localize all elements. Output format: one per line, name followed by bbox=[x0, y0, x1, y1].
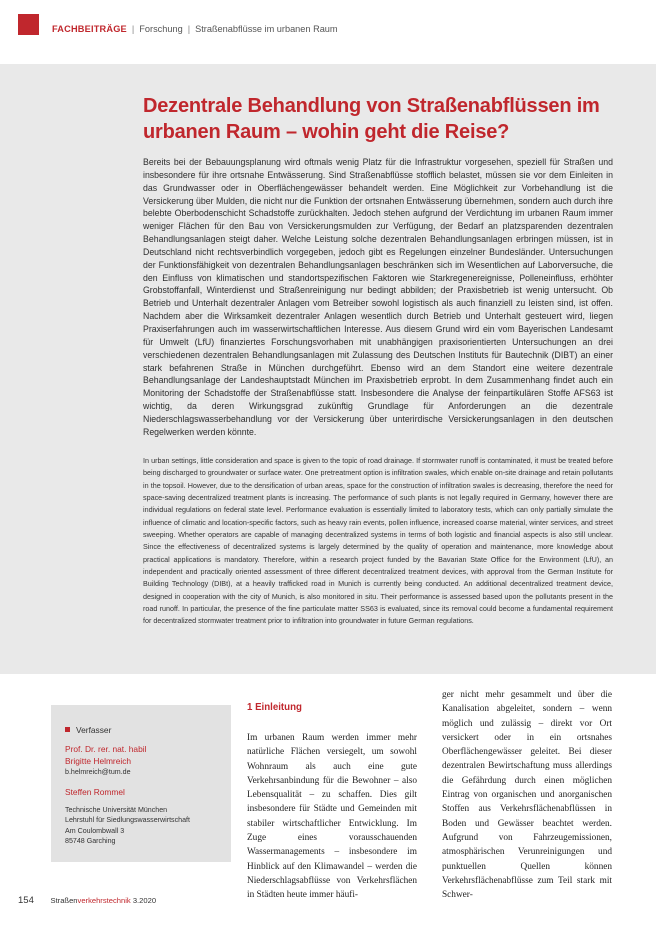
address-line: Am Coulombwall 3 bbox=[65, 826, 125, 835]
breadcrumb-separator: | bbox=[131, 24, 135, 34]
author1-title: Prof. Dr. rer. nat. habil bbox=[65, 744, 147, 754]
page-number: 154 bbox=[18, 895, 34, 906]
author-email: b.helmreich@tum.de bbox=[65, 768, 131, 776]
journal-name-part2: verkehrstechnik bbox=[77, 896, 131, 905]
breadcrumb-section: FACHBEITRÄGE bbox=[52, 24, 127, 34]
breadcrumb-separator: | bbox=[187, 24, 191, 34]
body-column-2: ger nicht mehr gesammelt und über die Kanalisation abgeleitet, sondern – wenn möglich und zulässig – direkt vor Ort versickert oder in ein ortsnahes Oberflächengewässer geleitet. Bei dieser dezentralen Bewirtschaftung muss allerdings die Gefährdung durch einen möglichen Eintrag von organischen und anorganischen Stoffen aus Verkehrsflächenabflüssen in Boden und Gewässer beachtet werden. Aufgrund von Fahrzeugemissionen, atmosphärischen Verunreinigungen und punktuellen Quellen können Verkehrsflächenabflüsse zum Teil stark mit Schwer- bbox=[442, 690, 612, 901]
author-heading-label: Verfasser bbox=[76, 725, 112, 735]
article-title: Dezentrale Behandlung von Straßenabflüssen im urbanen Raum – wohin geht die Reise? bbox=[143, 95, 600, 143]
body-column-1: Im urbanen Raum werden immer mehr natürliche Flächen versiegelt, um sowohl Wohnraum als auch eine gute Verkehrsanbindung für die Bewohner – also Lebensqualität – zu schaffen. Dies gilt insbesondere für Städte und Gemeinden mit stabiler wirtschaftlicher Entwicklung. Im Zuge eines vorausschauenden Wassermanagements – insbesondere im Hinblick auf den Klimawandel – werden die Niederschlagsabflüsse von Verkehrsflächen in Städten heute immer häufi- bbox=[247, 733, 417, 901]
abstract-english: In urban settings, little consideration and space is given to the topic of road drainage. If stormwater runoff is contaminated, it must be treated before being discharged to groundwater or surface water. One pretreatment option is infiltration swales, which enable on-site drainage and retain pollutants in the topsoil. However, due to the densification of urban areas, space for the construction of infiltration swales is decreasing, therefore the need for space-saving decentralized treatment plants is increasing. The performance of such plants is not legally required in Germany, however there are individual regulations on federal state level. Performance evaluation is essentially limited to laboratory tests, which can only partially simulate the influence of climatic and location-specific factors, such as heavy rain events, pollen influence, increased coarse material, winter services, and street sweeping. Whether operators are capable of managing decentralized systems in terms of both logistic and financial aspects is also still unclear. Since the effectiveness of decentralized systems is largely determined by the quality of operation and maintenance, more knowledge about practical applications is mandatory. Therefore, within a research project funded by the Bavarian State Office for the Environment (LfU), an independent and practically oriented assessment of three different decentralized treatment devices, with approval from the German Institute for Building Technology (DIBt), at a heavily trafficked road in Munich is currently being conducted. An additional decentralized treatment device, designed in cooperation with the city of Munich, is also monitored in situ. Their performance is assessed based upon the pollutants present in the road runoff. In particular, the presence of the fine particulate matter SS63 is evaluated, since its removal could become a fundamental requirement for decentralized stormwater treatment prior to infiltration into groundwater in future German regulations. bbox=[143, 456, 613, 626]
journal-name-part1: Straßen bbox=[50, 896, 78, 905]
breadcrumb-item-topic: Straßenabflüsse im urbanen Raum bbox=[195, 24, 338, 34]
institution-line: Technische Universität München bbox=[65, 806, 168, 814]
author1-name: Brigitte Helmreich bbox=[65, 756, 132, 766]
journal-name bbox=[51, 896, 157, 905]
section-heading-einleitung: 1 Einleitung bbox=[247, 702, 302, 713]
institution-line: Lehrstuhl für Siedlungswasserwirtschaft bbox=[65, 816, 190, 825]
breadcrumb bbox=[52, 24, 338, 34]
address-line: 85748 Garching bbox=[65, 837, 116, 846]
author-marker-square bbox=[65, 727, 70, 732]
author-box bbox=[51, 705, 231, 862]
breadcrumb-item-forschung: Forschung bbox=[139, 24, 183, 34]
author-box-heading bbox=[65, 725, 217, 735]
page-footer bbox=[18, 895, 156, 906]
section-marker-square bbox=[18, 14, 39, 35]
author2-name: Steffen Rommel bbox=[65, 787, 125, 797]
abstract-german: Bereits bei der Bebauungsplanung wird oftmals wenig Platz für die Infrastruktur vorgesehen, speziell für Straßen und insbesondere für ihre ortsnahe Entwässerung. Sind Straßenabflüsse stofflich belastet, müssen sie vor dem Einleiten in das Grundwasser oder in Oberflächengewässer behandelt werden. Eine Möglichkeit zur Vorbehandlung ist die Versickerung über Mulden, die nicht nur die Funktion der ortsnahen Entwässerung übernehmen, sondern auch durch ihre belebte Oberbodenschicht Schadstoffe zurückhalten. Jedoch stehen aufgrund der Verdichtung im urbanen Raum immer weniger Flächen für den Bau von Versickerungsmulden zur Verfügung, der Bedarf an platzsparenden dezentralen Behandlungsanlagen steigt daher. Welche Leistung solche dezentralen Behandlungsanlagen erbringen müssen, ist in Deutschland nicht rechtsverbindlich vorgegeben, jedoch gibt es Regelungen einzelner Bundesländer. Untersuchungen der Funktionsfähigkeit von dezentralen Behandlungsanlagen beschränken sich im Wesentlichen auf Laborversuche, die den Einfluss von klimatischen und standortspezifischen Faktoren wie Starkregenereignisse, Polleneinfluss, erhöhter Grobstoffanfall, Winterdienst und Straßenreinigung nur bedingt abbilden; der Praxisbetrieb ist wenig untersucht. Ob Betrieb und Unterhalt dezentraler Anlagen vom Betreiber sowohl logistisch als auch finanziell zu leisten sind, ist offen. Nachdem aber die Wirksamkeit dezentraler Anlagen wesentlich durch Betrieb und Unterhalt gesteuert wird, liegen Praxiserfahrungen auch im wasserwirtschaftlichen Interesse. Aus diesem Grund wird ein vom Bayerischen Landesamt für Umwelt (LfU) finanziertes Forschungsvorhaben mit unabhängigen praxisorientierten Untersuchungen an drei verschiedenen dezentralen Behandlungsanlagen mit Zulassung des Deutschen Instituts für Bautechnik (DIBT) an einer stark befahrenen Straße in München durchgeführt. Ebenso wird an dem Standort eine weitere dezentrale Behandlungsanlage der Landeshauptstadt München im Praxisbetrieb erprobt. In dem Zusammenhang findet auch ein Monitoring der Schadstoffe der Straßenabflüsse statt. Insbesondere die Analyse der feinpartikulären Stoffe AFS63 ist wichtig, da deren Wirkungsgrad zukünftig Grundlage für Anforderungen an die dezentrale Niederschlagswasserbehandlung vor der Versickerung über unterirdische Versickerungsanlagen in den deutschen Regelwerken werden könnte. bbox=[143, 157, 613, 437]
journal-issue: 3.2020 bbox=[132, 896, 157, 905]
